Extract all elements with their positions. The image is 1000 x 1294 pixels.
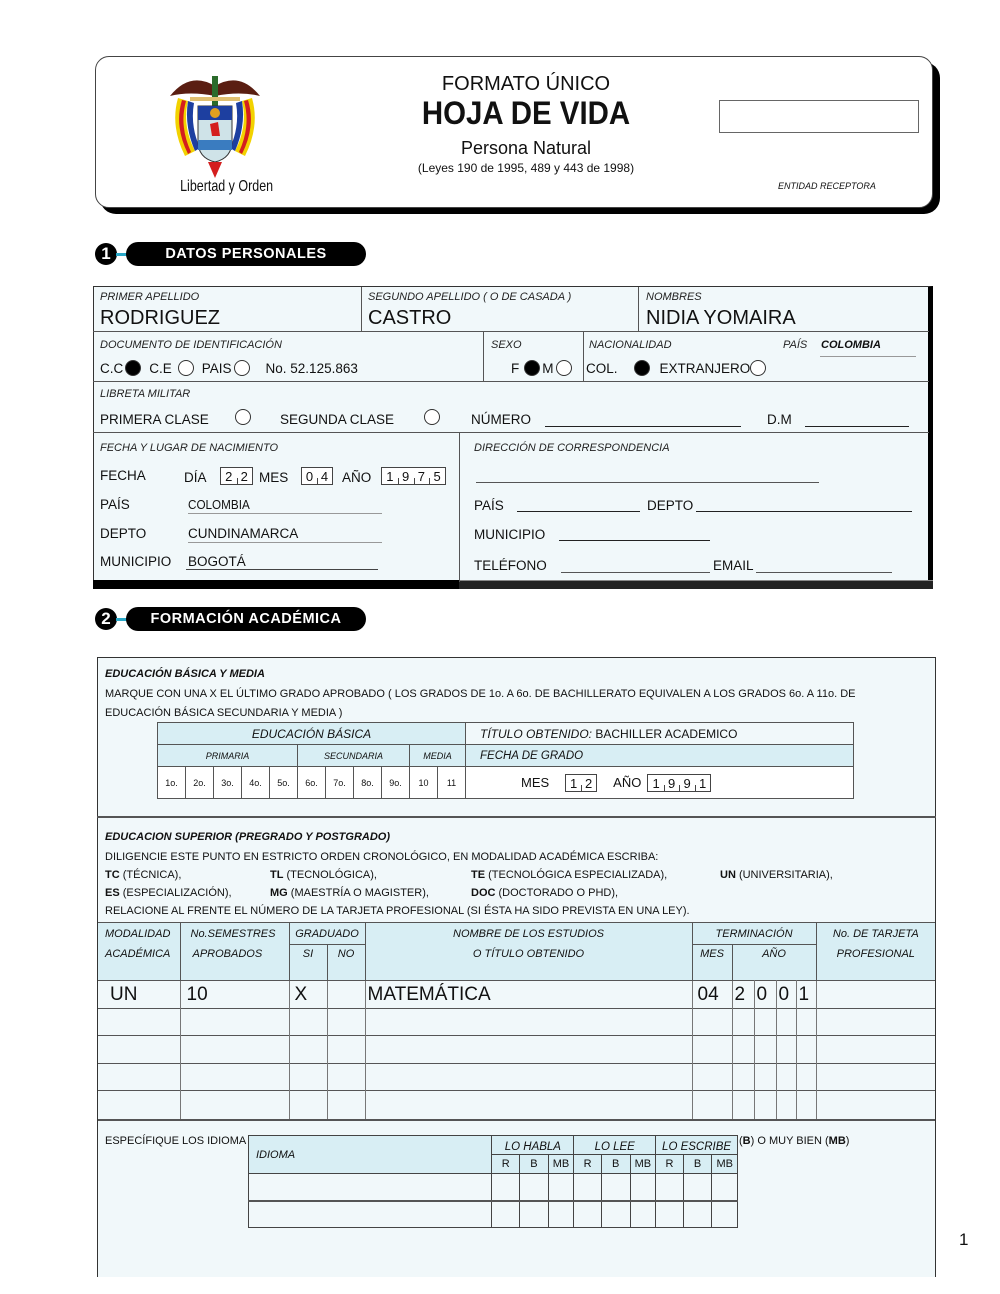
section-1-title: DATOS PERSONALES xyxy=(126,242,366,266)
row-anio-digit[interactable] xyxy=(796,1091,816,1120)
grado-mes-digit: 2 xyxy=(581,775,596,791)
row-tarjeta[interactable] xyxy=(816,1091,935,1120)
dir-municipio-label: MUNICIPIO xyxy=(474,527,546,542)
idioma-row xyxy=(249,1174,738,1201)
th-mes: MES xyxy=(692,945,732,981)
row-mes[interactable] xyxy=(692,1009,732,1036)
th-anio: AÑO xyxy=(732,945,816,981)
modalidad-code: MG xyxy=(270,887,288,899)
entidad-receptora-label: ENTIDAD RECEPTORA xyxy=(778,181,876,191)
level-r: R xyxy=(574,1155,602,1174)
idiomas-mid-text: ) O MUY BIEN ( xyxy=(750,1135,829,1147)
anio-digit: 5 xyxy=(429,468,445,484)
idiomas-instructions-left: ESPECÍFIQUE LOS IDIOMA xyxy=(105,1135,247,1147)
grado-anio-digit: 1 xyxy=(695,775,711,791)
row-tarjeta[interactable] xyxy=(816,981,935,1009)
row-mes[interactable] xyxy=(692,1091,732,1120)
level-b: B xyxy=(683,1155,712,1174)
divider xyxy=(638,287,639,331)
nac-municipio-label: MUNICIPIO xyxy=(100,554,172,569)
grado-cell[interactable]: 6o. xyxy=(298,767,326,799)
nac-depto-field[interactable]: CUNDINAMARCA xyxy=(188,526,299,541)
level-cell[interactable] xyxy=(630,1174,656,1201)
direccion-field[interactable] xyxy=(476,482,819,483)
direccion-label: DIRECCIÓN DE CORRESPONDENCIA xyxy=(474,442,670,454)
row-anio-digit[interactable] xyxy=(796,1036,816,1064)
anio-digit: 9 xyxy=(398,468,414,484)
dir-telefono-label: TELÉFONO xyxy=(474,558,547,573)
row-semestres[interactable]: 10 xyxy=(180,981,289,1009)
level-b: B xyxy=(601,1155,630,1174)
superior-title: EDUCACION SUPERIOR (PREGRADO Y POSTGRADO) xyxy=(105,831,391,843)
nac-depto-underline xyxy=(188,542,382,543)
mes-label: MES xyxy=(259,470,289,485)
libreta-label: LIBRETA MILITAR xyxy=(100,388,191,400)
pais-value[interactable]: COLOMBIA xyxy=(821,339,881,351)
level-b: B xyxy=(520,1155,549,1174)
nacionalidad-label: NACIONALIDAD xyxy=(589,339,672,351)
grado-anio-field[interactable] xyxy=(647,774,711,792)
row-semestres[interactable] xyxy=(180,1036,289,1064)
level-mb-code: MB xyxy=(828,1135,846,1147)
level-r: R xyxy=(656,1155,684,1174)
nac-pais-field[interactable]: COLOMBIA xyxy=(188,497,250,512)
doc-cc-radio[interactable] xyxy=(125,360,141,376)
modalidad-un xyxy=(720,869,833,881)
primer-apellido-label: PRIMER APELLIDO xyxy=(100,291,200,303)
row-anio-digit[interactable]: 1 xyxy=(796,981,816,1009)
level-mb: MB xyxy=(630,1155,656,1174)
form-bottom-bar xyxy=(93,580,459,589)
row-tarjeta[interactable] xyxy=(816,1036,935,1064)
page-number: 1 xyxy=(959,1230,969,1249)
level-mb: MB xyxy=(712,1155,738,1174)
nac-col-radio[interactable] xyxy=(634,360,650,376)
grado-cell[interactable]: 3o. xyxy=(214,767,242,799)
row-mes[interactable] xyxy=(692,1036,732,1064)
divider xyxy=(93,381,929,382)
lo-lee-header: LO LEE xyxy=(574,1136,656,1155)
dir-email-label: EMAIL xyxy=(713,558,754,573)
level-cell[interactable] xyxy=(520,1174,549,1201)
grado-cell[interactable]: 1o. xyxy=(158,767,186,799)
row-anio-digit[interactable] xyxy=(776,1009,796,1036)
form-bottom-bar-right xyxy=(459,580,933,589)
anio-label: AÑO xyxy=(342,470,372,485)
segunda-clase-label: SEGUNDA CLASE xyxy=(280,412,395,427)
educacion-basica-table xyxy=(157,722,854,799)
idioma-name-cell[interactable] xyxy=(249,1201,492,1228)
level-cell[interactable] xyxy=(574,1174,602,1201)
nac-municipio-field[interactable]: BOGOTÁ xyxy=(188,554,246,569)
modalidad-desc: (ESPECIALIZACIÓN), xyxy=(122,887,232,899)
lo-habla-header: LO HABLA xyxy=(492,1136,574,1155)
grado-cell[interactable]: 4o. xyxy=(242,767,270,799)
level-cell[interactable] xyxy=(683,1201,712,1228)
row-modalidad[interactable] xyxy=(98,1009,180,1036)
modalidad-desc: (TECNOLÓGICA ESPECIALIZADA), xyxy=(488,869,668,881)
row-anio-digit[interactable] xyxy=(754,1091,776,1120)
level-cell[interactable] xyxy=(683,1174,712,1201)
table-row xyxy=(98,1091,935,1120)
primaria-header: PRIMARIA xyxy=(158,745,298,767)
modalidad-desc: (UNIVERSITARIA), xyxy=(738,869,833,881)
primera-clase-label: PRIMERA CLASE xyxy=(100,412,209,427)
row-nombre[interactable]: MATEMÁTICA xyxy=(365,981,692,1009)
nacimiento-label: FECHA Y LUGAR DE NACIMIENTO xyxy=(100,442,279,454)
table-row xyxy=(98,1036,935,1064)
dm-field[interactable] xyxy=(805,426,909,427)
dia-digit: 2 xyxy=(237,468,253,484)
row-si[interactable] xyxy=(289,1036,327,1064)
superior-instructions: DILIGENCIE ESTE PUNTO EN ESTRICTO ORDEN CRONOLÓGICO, EN MODALIDAD ACADÉMICA ESCRIBA: xyxy=(105,851,659,863)
segunda-clase-radio[interactable] xyxy=(424,409,440,425)
nombres-label: NOMBRES xyxy=(646,291,702,303)
row-mes[interactable]: 04 xyxy=(692,981,732,1009)
paren: ) xyxy=(845,1135,850,1147)
educacion-superior-table xyxy=(98,922,935,1121)
grado-anio-digit: 9 xyxy=(664,775,680,791)
nac-municipio-underline xyxy=(186,569,378,570)
anio-digit: 7 xyxy=(414,468,430,484)
row-anio-digit[interactable] xyxy=(776,1091,796,1120)
th-si: SI xyxy=(289,945,327,981)
grado-anio-digit: 1 xyxy=(652,775,660,791)
sexo-f-radio[interactable] xyxy=(524,360,540,376)
th-graduado: GRADUADO xyxy=(289,923,365,945)
row-mes[interactable] xyxy=(692,1064,732,1091)
row-tarjeta[interactable] xyxy=(816,1009,935,1036)
grado-cell[interactable]: 8o. xyxy=(354,767,382,799)
idioma-header: IDIOMA xyxy=(249,1136,492,1174)
basica-instructions: MARQUE CON UNA X EL ÚLTIMO GRADO APROBADO ( LOS GRADOS DE 1o. A 6o. DE BACHILLERATO EQUIVALEN A LOS GRADOS 6o. A 11o. DE EDUCACIÓN BÁSICA SECUNDARIA Y MEDIA ) xyxy=(105,688,856,719)
row-no[interactable] xyxy=(327,1091,365,1120)
coat-of-arms-icon xyxy=(160,66,270,178)
nac-pais-label: PAÍS xyxy=(100,497,130,512)
row-semestres[interactable] xyxy=(180,1091,289,1120)
dia-field[interactable] xyxy=(220,467,253,485)
modalidad-code: ES xyxy=(105,887,120,899)
row-anio-digit[interactable] xyxy=(732,1064,754,1091)
row-no[interactable] xyxy=(327,1036,365,1064)
divider xyxy=(483,332,484,381)
th-semestres: No.SEMESTRES xyxy=(180,923,289,945)
divider xyxy=(93,432,929,433)
divider xyxy=(583,332,584,381)
laws-reference: (Leyes 190 de 1995, 489 y 443 de 1998) xyxy=(417,161,635,175)
mes-field[interactable] xyxy=(301,467,333,485)
basica-title: EDUCACIÓN BÁSICA Y MEDIA xyxy=(105,668,265,680)
section-2-number: 2 xyxy=(95,608,117,630)
sexo-label: SEXO xyxy=(491,339,522,351)
row-si[interactable]: X xyxy=(289,981,327,1009)
grado-cell[interactable]: 10 xyxy=(410,767,438,799)
titulo-cell xyxy=(466,723,854,745)
level-b-code: B xyxy=(742,1135,751,1147)
nac-ext-radio[interactable] xyxy=(750,360,766,376)
row-nombre[interactable] xyxy=(365,1091,692,1120)
row-anio-digit[interactable]: 0 xyxy=(776,981,796,1009)
dir-pais-field[interactable] xyxy=(517,511,640,512)
grado-mes-field[interactable] xyxy=(565,774,597,792)
fecha-label: FECHA xyxy=(100,468,146,483)
level-cell[interactable] xyxy=(630,1201,656,1228)
dir-depto-label: DEPTO xyxy=(647,498,694,513)
dia-label: DÍA xyxy=(184,470,207,485)
idioma-name-cell[interactable] xyxy=(249,1174,492,1201)
dir-pais-label: PAÍS xyxy=(474,498,504,513)
modalidad-te xyxy=(471,869,667,881)
pais-underline xyxy=(820,356,916,357)
form-subtitle-top: FORMATO ÚNICO xyxy=(441,73,611,95)
row-anio-digit[interactable] xyxy=(776,1036,796,1064)
th-nombre-1: NOMBRE DE LOS ESTUDIOS xyxy=(365,923,692,945)
row-nombre[interactable] xyxy=(365,1036,692,1064)
coat-of-arms-logo xyxy=(160,66,270,178)
th-modalidad: MODALIDAD xyxy=(98,923,180,945)
modalidad-code: TC xyxy=(105,869,120,881)
doc-cc-label: C.C xyxy=(100,360,124,376)
level-cell[interactable] xyxy=(601,1201,630,1228)
segundo-apellido-field[interactable]: CASTRO xyxy=(368,307,452,329)
row-anio-digit[interactable]: 0 xyxy=(754,981,776,1009)
titulo-value[interactable]: BACHILLER ACADEMICO xyxy=(595,726,738,741)
nac-ext-label: EXTRANJERO xyxy=(659,360,751,376)
primer-apellido-field[interactable]: RODRIGUEZ xyxy=(100,307,220,329)
row-tarjeta[interactable] xyxy=(816,1064,935,1091)
grado-cell[interactable]: 5o. xyxy=(270,767,298,799)
level-r: R xyxy=(492,1155,520,1174)
row-anio-digit[interactable] xyxy=(732,1091,754,1120)
modalidad-desc: (MAESTRÍA O MAGISTER), xyxy=(290,887,429,899)
idiomas-table xyxy=(248,1135,738,1228)
modalidad-desc: (DOCTORADO O PHD), xyxy=(498,887,619,899)
level-cell[interactable] xyxy=(601,1174,630,1201)
dir-depto-field[interactable] xyxy=(696,511,912,512)
numero-label: NÚMERO xyxy=(471,412,531,427)
dir-municipio-field[interactable] xyxy=(559,540,710,541)
idiomas-instructions-right xyxy=(739,1135,849,1147)
grado-mes-label: MES xyxy=(521,775,550,790)
dir-email-field[interactable] xyxy=(756,572,892,573)
row-si[interactable] xyxy=(289,1091,327,1120)
mes-digit: 0 xyxy=(305,469,314,484)
doc-ce-radio[interactable] xyxy=(178,360,194,376)
divider xyxy=(361,287,362,331)
modalidad-mg xyxy=(270,887,429,899)
nac-depto-label: DEPTO xyxy=(100,526,147,541)
table-row xyxy=(98,981,935,1009)
nac-col-label: COL. xyxy=(586,360,618,376)
th-terminacion: TERMINACIÓN xyxy=(692,923,816,945)
row-anio-digit[interactable] xyxy=(754,1064,776,1091)
edu-basica-header: EDUCACIÓN BÁSICA xyxy=(158,723,466,745)
page-title: HOJA DE VIDA xyxy=(421,95,631,131)
row-semestres[interactable] xyxy=(180,1064,289,1091)
section-2-title: FORMACIÓN ACADÉMICA xyxy=(126,607,366,631)
paren: ( xyxy=(739,1135,743,1147)
nac-pais-underline xyxy=(188,513,382,514)
level-cell[interactable] xyxy=(712,1174,738,1201)
level-cell[interactable] xyxy=(574,1201,602,1228)
level-cell[interactable] xyxy=(712,1201,738,1228)
th-nombre-2: O TÍTULO OBTENIDO xyxy=(365,945,692,981)
level-mb: MB xyxy=(548,1155,574,1174)
row-modalidad[interactable] xyxy=(98,1064,180,1091)
table-row xyxy=(98,1064,935,1091)
sexo-m-radio[interactable] xyxy=(556,360,572,376)
secundaria-header: SECUNDARIA xyxy=(298,745,410,767)
row-modalidad[interactable] xyxy=(98,1091,180,1120)
doc-pais-radio[interactable] xyxy=(234,360,250,376)
row-no[interactable] xyxy=(327,1064,365,1091)
modalidad-doc xyxy=(471,887,618,899)
documento-type-group xyxy=(100,360,358,376)
row-semestres[interactable] xyxy=(180,1009,289,1036)
row-modalidad[interactable]: UN xyxy=(98,981,180,1009)
doc-number-field[interactable]: No. 52.125.863 xyxy=(265,360,358,376)
fecha-grado-cell xyxy=(466,767,854,799)
mes-digit: 4 xyxy=(317,468,332,484)
segundo-apellido-label: SEGUNDO APELLIDO ( O DE CASADA ) xyxy=(368,291,572,303)
pais-label: PAÍS xyxy=(783,339,808,351)
row-modalidad[interactable] xyxy=(98,1036,180,1064)
row-nombre[interactable] xyxy=(365,1009,692,1036)
fecha-grado-label: FECHA DE GRADO xyxy=(466,745,854,767)
grado-cell[interactable]: 2o. xyxy=(186,767,214,799)
row-no[interactable] xyxy=(327,1009,365,1036)
th-tarjeta-1: No. DE TARJETA xyxy=(816,923,935,945)
row-anio-digit[interactable] xyxy=(732,1009,754,1036)
modalidad-code: UN xyxy=(720,869,736,881)
doc-pais-label: PAIS xyxy=(201,360,232,376)
modalidad-tc xyxy=(105,869,181,881)
doc-ce-label: C.E xyxy=(149,360,172,376)
grado-anio-digit: 9 xyxy=(679,775,695,791)
level-cell[interactable] xyxy=(520,1201,549,1228)
level-cell[interactable] xyxy=(656,1174,684,1201)
th-aprobados: APROBADOS xyxy=(180,945,289,981)
tarjeta-instructions: RELACIONE AL FRENTE EL NÚMERO DE LA TARJETA PROFESIONAL (SI ÉSTA HA SIDO PREVISTA EN UNA LEY). xyxy=(105,905,690,917)
row-si[interactable] xyxy=(289,1064,327,1091)
row-anio-digit[interactable] xyxy=(754,1036,776,1064)
modalidad-code: DOC xyxy=(471,887,496,899)
row-si[interactable] xyxy=(289,1009,327,1036)
dia-digit: 2 xyxy=(225,469,233,484)
lo-escribe-header: LO ESCRIBE xyxy=(656,1136,738,1155)
level-cell[interactable] xyxy=(548,1201,574,1228)
logo-motto: Libertad y Orden xyxy=(180,178,274,195)
media-header: MEDIA xyxy=(410,745,466,767)
th-tarjeta-2: PROFESIONAL xyxy=(836,947,915,960)
row-anio-digit[interactable] xyxy=(796,1009,816,1036)
level-cell[interactable] xyxy=(548,1174,574,1201)
sexo-m-label: M xyxy=(542,360,554,376)
level-cell[interactable] xyxy=(492,1201,520,1228)
divider xyxy=(97,816,936,818)
modalidad-desc: (TÉCNICA), xyxy=(122,869,182,881)
row-anio-digit[interactable] xyxy=(796,1064,816,1091)
row-no[interactable] xyxy=(327,981,365,1009)
table-row xyxy=(98,1009,935,1036)
row-anio-digit[interactable] xyxy=(732,1036,754,1064)
level-cell[interactable] xyxy=(656,1201,684,1228)
primera-clase-radio[interactable] xyxy=(235,409,251,425)
modalidad-code: TL xyxy=(270,869,284,881)
row-anio-digit[interactable]: 2 xyxy=(732,981,754,1009)
grado-cell[interactable]: 11 xyxy=(438,767,466,799)
level-cell[interactable] xyxy=(492,1174,520,1201)
section-1-number: 1 xyxy=(95,243,117,265)
nacionalidad-group xyxy=(586,360,766,376)
divider xyxy=(459,432,460,582)
divider xyxy=(93,331,929,332)
row-anio-digit[interactable] xyxy=(776,1064,796,1091)
th-no: NO xyxy=(327,945,365,981)
modalidad-tl xyxy=(270,869,377,881)
titulo-label: TÍTULO OBTENIDO: xyxy=(480,726,593,741)
modalidad-code: TE xyxy=(471,869,486,881)
th-academica: ACADÉMICA xyxy=(98,945,180,981)
anio-digit: 1 xyxy=(386,469,394,484)
grado-mes-digit: 1 xyxy=(570,775,578,791)
sexo-f-label: F xyxy=(511,360,520,376)
form-subtitle: Persona Natural xyxy=(460,138,592,158)
modalidad-desc: (TECNOLÓGICA), xyxy=(286,869,377,881)
sexo-group xyxy=(511,360,572,376)
numero-field[interactable] xyxy=(545,426,741,427)
documento-label: DOCUMENTO DE IDENTIFICACIÓN xyxy=(100,339,282,351)
row-nombre[interactable] xyxy=(365,1064,692,1091)
modalidad-es xyxy=(105,887,232,899)
dm-label: D.M xyxy=(767,412,792,427)
entidad-receptora-field[interactable] xyxy=(719,100,919,133)
dir-telefono-field[interactable] xyxy=(561,572,710,573)
row-anio-digit[interactable] xyxy=(754,1009,776,1036)
nombres-field[interactable]: NIDIA YOMAIRA xyxy=(646,307,796,329)
grado-cell[interactable]: 7o. xyxy=(326,767,354,799)
grado-anio-label: AÑO xyxy=(613,775,642,790)
idioma-row xyxy=(249,1201,738,1228)
anio-field[interactable] xyxy=(381,467,446,485)
grado-cell[interactable]: 9o. xyxy=(382,767,410,799)
